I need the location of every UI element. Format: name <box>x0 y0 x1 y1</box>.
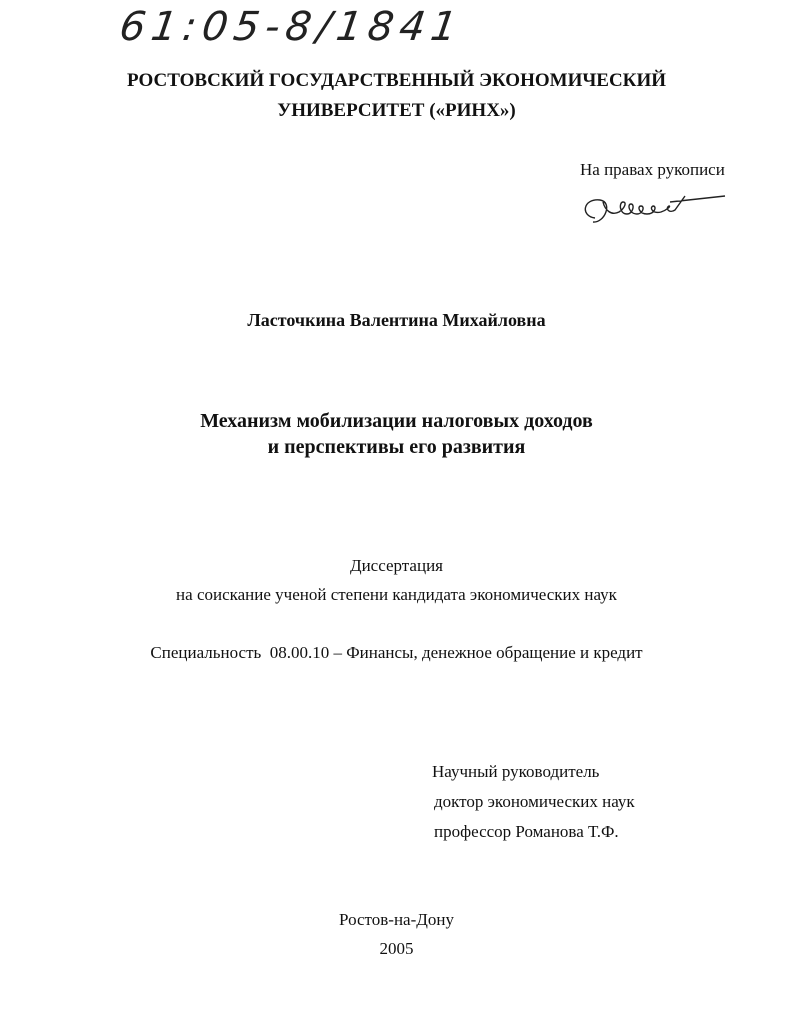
university-name-line1: РОСТОВСКИЙ ГОСУДАРСТВЕННЫЙ ЭКОНОМИЧЕСКИЙ <box>126 70 667 91</box>
thesis-title-line2: и перспективы его развития <box>267 436 526 458</box>
year: 2005 <box>379 939 414 958</box>
thesis-type: Диссертация <box>349 556 443 575</box>
city: Ростов-на-Дону <box>339 910 454 929</box>
university-name-line2: УНИВЕРСИТЕТ («РИНХ») <box>277 100 516 121</box>
thesis-degree: на соискание ученой степени кандидата экономических наук <box>176 585 617 604</box>
signature <box>575 188 735 233</box>
author-name: Ласточкина Валентина Михайловна <box>247 310 546 330</box>
supervisor-degree: доктор экономических наук <box>434 792 635 811</box>
handwritten-catalog-number: 61:05-8/1841 <box>116 4 466 50</box>
supervisor-role: Научный руководитель <box>432 762 600 781</box>
thesis-title-line1: Механизм мобилизации налоговых доходов <box>200 410 593 432</box>
thesis-specialty: Специальность 08.00.10 – Финансы, денежное обращение и кредит <box>150 643 643 662</box>
manuscript-note: На правах рукописи <box>580 160 725 179</box>
supervisor-name: профессор Романова Т.Ф. <box>434 822 619 841</box>
